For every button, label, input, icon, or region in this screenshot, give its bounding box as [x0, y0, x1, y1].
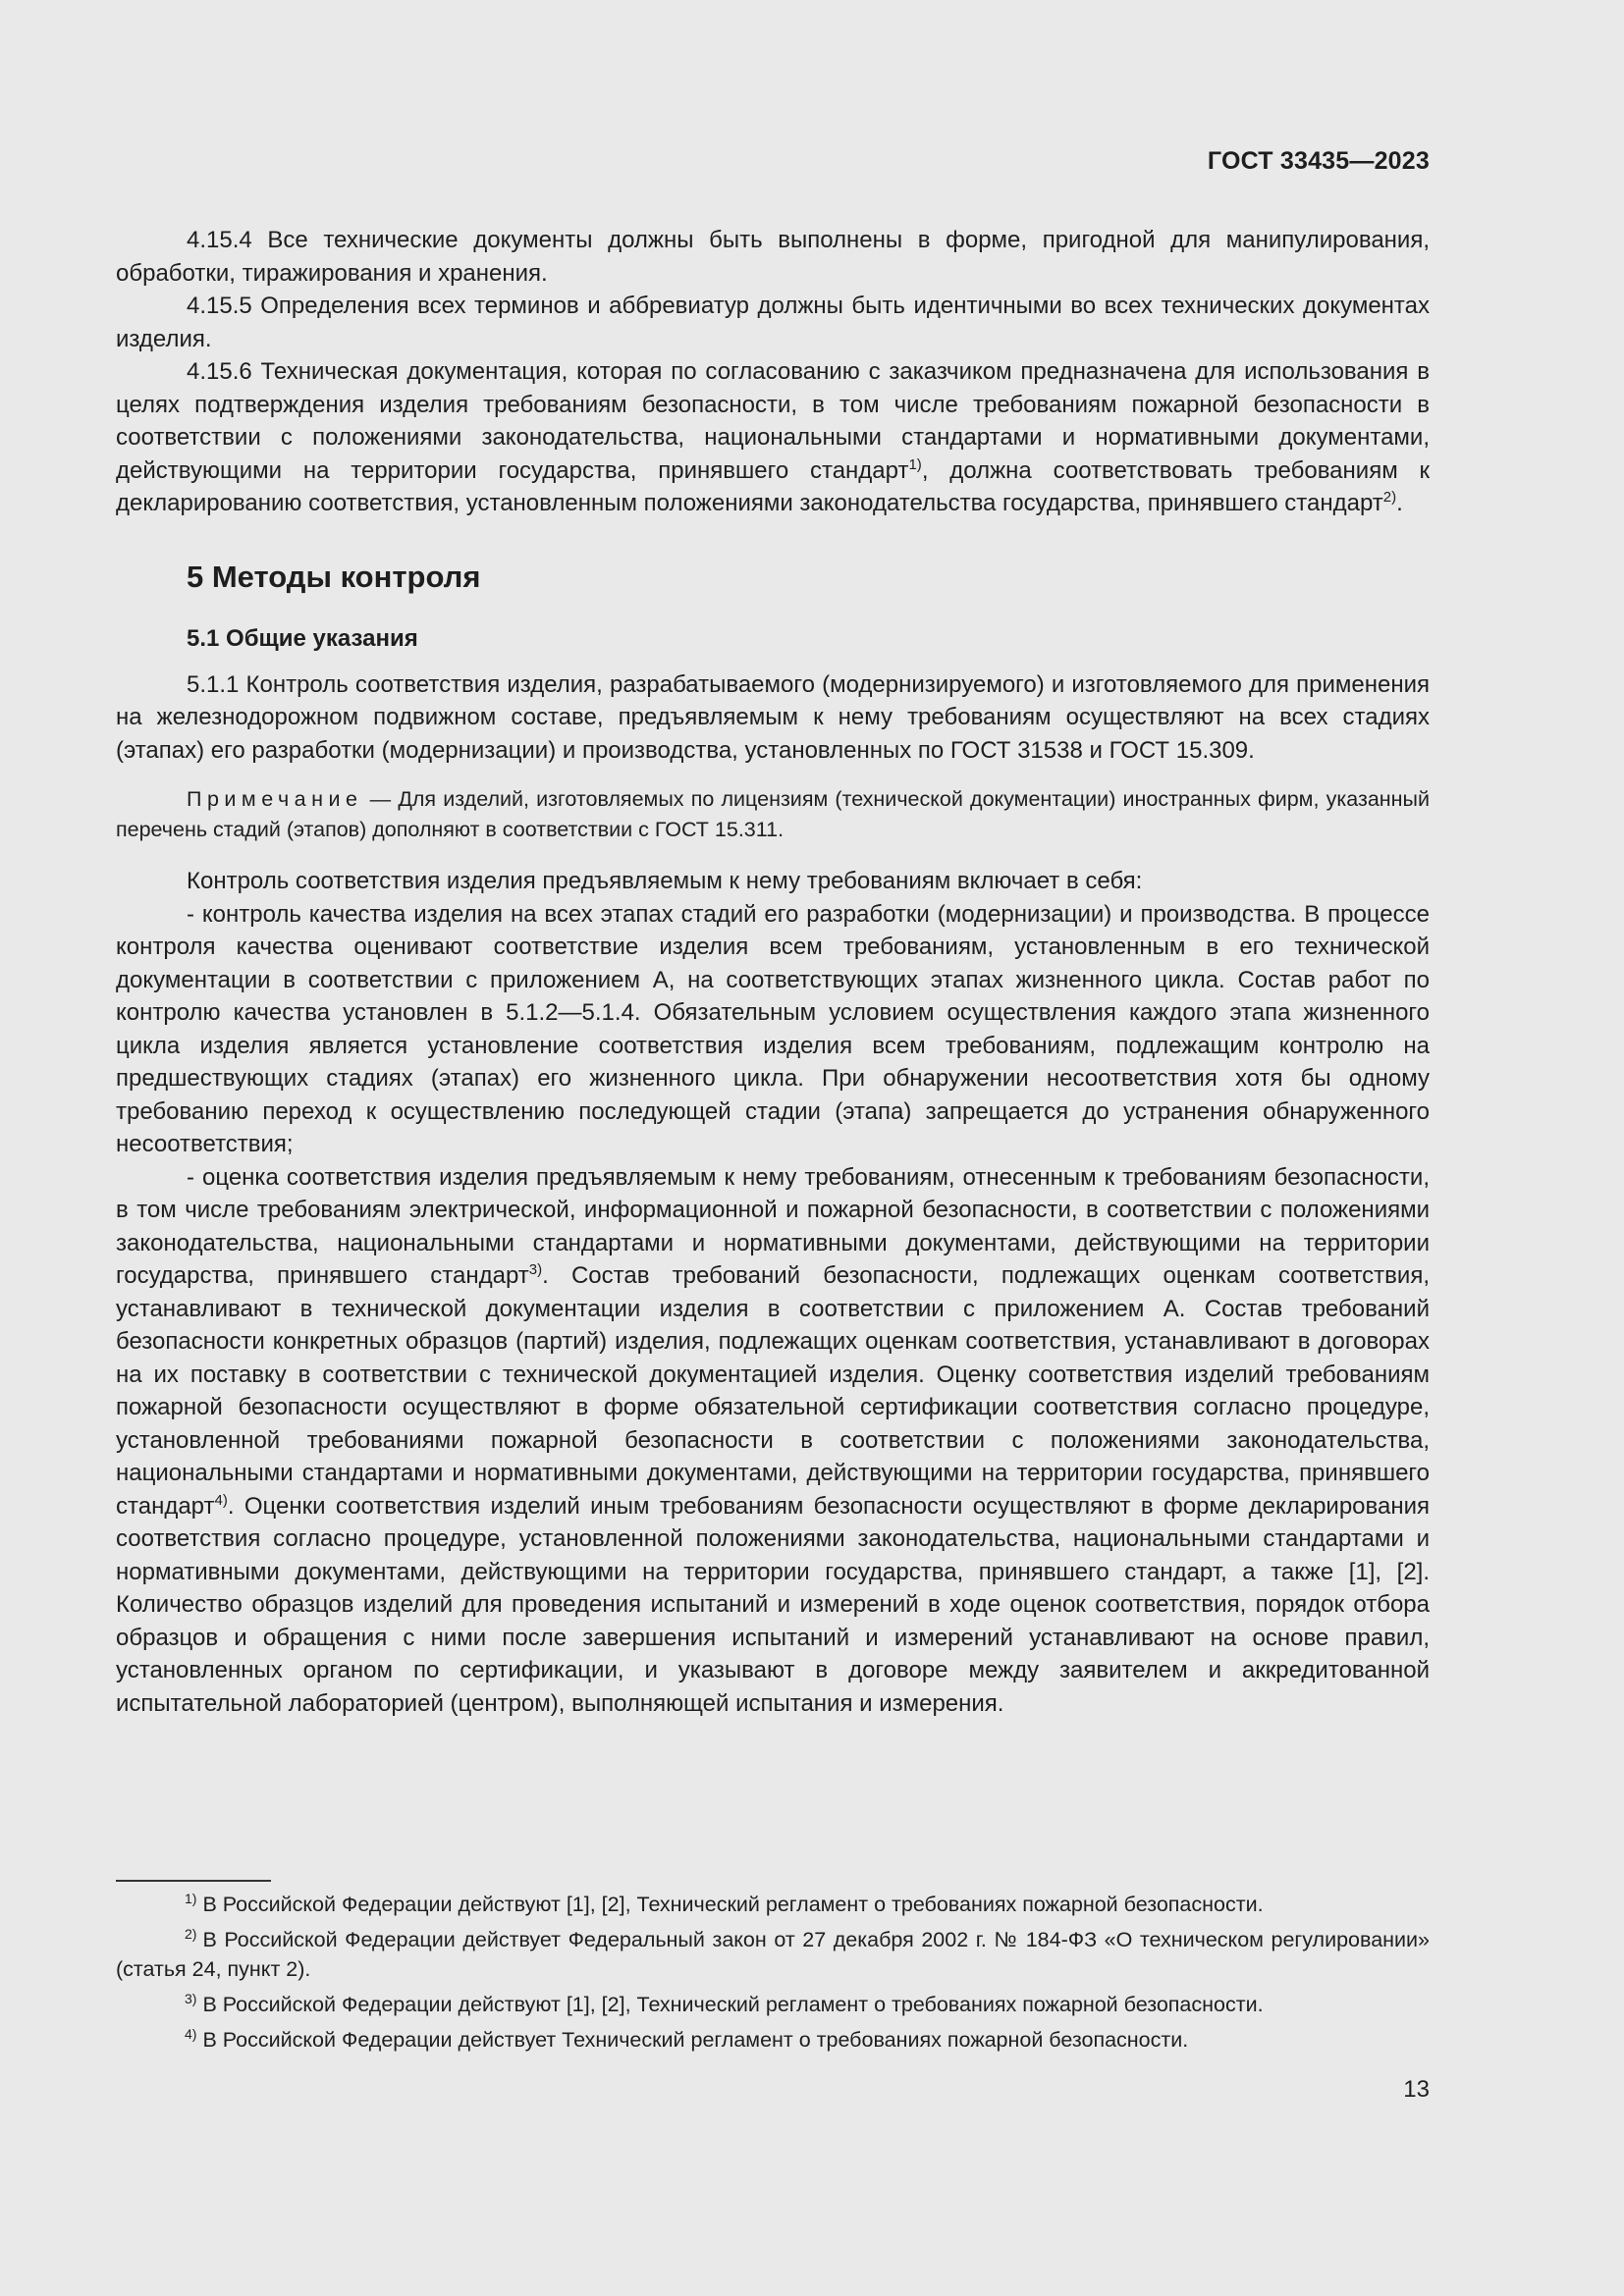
page-number: 13 [1403, 2076, 1430, 2103]
control-item-quality: - контроль качества изделия на всех этапах стадий его разработки (модернизации) и производства. В процессе контроля качества оценивают соответствие изделия всем требованиям, установленным в его технической документации в соответствии с приложением А, на соответствующих этапах жизненного цикла. Состав работ по контролю качества установлен в 5.1.2—5.1.4. Обязательным условием осуществления каждого этапа жизненного цикла изделия является установление соответствия изделия всем требованиям, подлежащим контролю на предшествующих стадиях (этапах) его жизненного цикла. При обнаружении несоответствия хотя бы одному требованию переход к осуществлению последующей стадии (этапа) запрещается до устранения обнаруженного несоответствия; [116, 900, 1430, 1157]
footnote-ref-1[interactable]: 1) [908, 455, 922, 473]
paragraph-4-15-5: 4.15.5 Определения всех терминов и аббревиатур должны быть идентичными во всех технических документах изделия. [116, 293, 1430, 352]
footnotes [116, 1890, 1430, 2060]
note-label: Примечание [187, 787, 363, 811]
footnote-text: В Российской Федерации действует Технический регламент о требованиях пожарной безопасности. [202, 2028, 1189, 2052]
footnote-item [116, 1890, 1430, 1919]
footnote-ref-2[interactable]: 2) [1382, 489, 1397, 506]
paragraph-4-15-6 [116, 355, 1430, 520]
section-5-heading: 5 Методы контроля [187, 559, 481, 594]
footnote-separator [116, 1880, 271, 1882]
note-block [116, 784, 1430, 845]
footnote-mark: 3) [185, 1991, 197, 2006]
paragraph-4-15-6-text-c: . [1396, 490, 1403, 516]
paragraph-4-15-4: 4.15.4 Все технические документы должны быть выполнены в форме, пригодной для манипулирования, обработки, тиражирования и хранения. [116, 227, 1430, 287]
paragraph-5-1-1: 5.1.1 Контроль соответствия изделия, разрабатываемого (модернизируемого) и изготовляемого для применения на железнодорожном подвижном составе, предъявляемым к нему требованиям осуществляют на всех стадиях (этапах) его разработки (модернизации) и производства, установленных по ГОСТ 31538 и ГОСТ 15.309. [116, 670, 1430, 764]
footnote-mark: 1) [185, 1891, 197, 1906]
footnote-text: В Российской Федерации действуют [1], [2], Технический регламент о требованиях пожарной безопасности. [202, 1893, 1264, 1916]
footnote-text: В Российской Федерации действует Федеральный закон от 27 декабря 2002 г. № 184-ФЗ «О техническом регулировании» (статья 24, пункт 2). [116, 1928, 1430, 1981]
footnote-ref-3[interactable]: 3) [528, 1261, 543, 1278]
control-item-safety-text-c: . Оценки соответствия изделий иным требованиям безопасности осуществляют в форме декларирования соответствия согласно процедуре, установленной положениями законодательства, национальными стандартами и нормативными документами, действующими на территории государства, принявшего стандарт, а также [1], [2]. Количество образцов изделий для проведения испытаний и измерений в ходе оценок соответствия, порядок отбора образцов и обращения с ними после завершения испытаний и измерений устанавливают на основе правил, установленных органом по сертификации, и указывают в договоре между заявителем и аккредитованной испытательной лабораторией (центром), выполняющей испытания и измерения. [116, 1492, 1430, 1717]
control-item-safety [116, 1161, 1430, 1721]
paragraph-4-15-6-text-a: 4.15.6 Техническая документация, которая по согласованию с заказчиком предназначена для использования в целях подтверждения изделия требованиям безопасности, в том числе требованиям пожарной безопасности в соответствии с положениями законодательства, национальными стандартами и нормативными документами, действующими на территории государства, принявшего стандарт [116, 358, 1430, 484]
main-content [116, 224, 1430, 1720]
control-item-safety-text-b: . Состав требований безопасности, подлежащих оценкам соответствия, устанавливают в технической документации изделия в соответствии с приложением А. Состав требований безопасности конкретных образцов (партий) изделия, подлежащих оценкам соответствия, устанавливают в договорах на их поставку в соответствии с технической документацией изделия. Оценку соответствия изделий требованиям пожарной безопасности осуществляют в форме обязательной сертификации соответствия согласно процедуре, установленной требованиями пожарной безопасности в соответствии с положениями законодательства, национальными стандартами и нормативными документами, действующими на территории государства, принявшего стандарт [116, 1262, 1430, 1520]
footnote-mark: 2) [185, 1926, 197, 1942]
document-code-header: ГОСТ 33435—2023 [1207, 147, 1430, 175]
footnote-item [116, 1925, 1430, 1984]
section-5-1-heading: 5.1 Общие указания [187, 624, 418, 652]
control-item-safety-text-a: - оценка соответствия изделия предъявляемым к нему требованиям, отнесенным к требованиям безопасности, в том числе требованиям электрической, информационной и пожарной безопасности, в соответствии с положениями законодательства, национальными стандартами и нормативными документами, действующими на территории государства, принявшего стандарт [116, 1163, 1430, 1289]
footnote-mark: 4) [185, 2026, 197, 2042]
footnote-item [116, 2025, 1430, 2055]
footnote-ref-4[interactable]: 4) [214, 1491, 228, 1509]
footnote-item [116, 1990, 1430, 2019]
footnote-text: В Российской Федерации действуют [1], [2], Технический регламент о требованиях пожарной безопасности. [202, 1993, 1264, 2016]
paragraph-4-15-6-text-b: , должна соответствовать требованиям к декларированию соответствия, установленным положениями законодательства государства, принявшего стандарт [116, 456, 1430, 516]
note-text: — Для изделий, изготовляемых по лицензиям (технической документации) иностранных фирм, указанный перечень стадий (этапов) дополняют в соответствии с ГОСТ 15.311. [116, 787, 1430, 841]
control-intro: Контроль соответствия изделия предъявляемым к нему требованиям включает в себя: [187, 868, 1143, 894]
